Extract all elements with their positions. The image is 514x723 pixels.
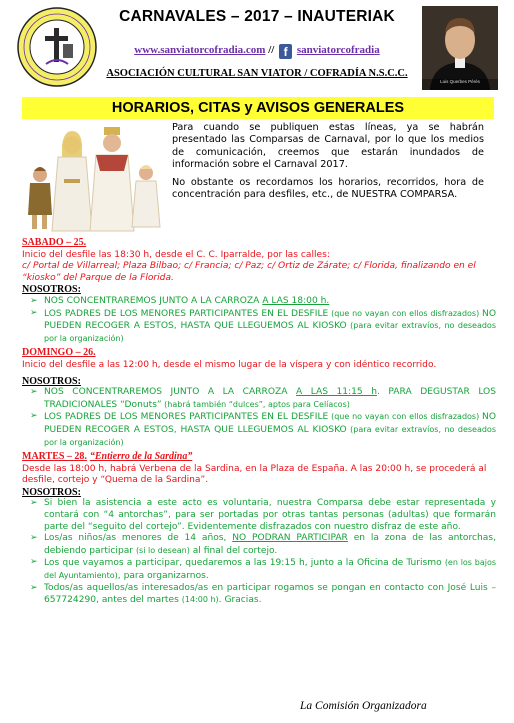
tuesday-bullet-2: ➢ Los/as niños/as menores de 14 años, NO PODRAN PARTICIPAR en la zona de las antorchas, debiendo participar (si lo desean) al final del cortejo.: [30, 533, 496, 556]
website-link[interactable]: www.sanviatorcofradia.com: [134, 44, 266, 56]
arrow-bullet-icon: ➢: [30, 295, 38, 306]
sunday-bullet-1: ➢ NOS CONCENTRAREMOS JUNTO A LA CARROZA A LAS 11:15 h. PARA DEGUSTAR LOS TRADICIONALES “Donuts” (habrá también “dulces”, aptos para Celíacos): [30, 387, 496, 410]
association-name: ASOCIACIÓN CULTURAL SAN VIATOR / COFRADÍA N.S.C.C.: [106, 68, 408, 79]
page-title: CARNAVALES – 2017 – INAUTERIAK: [119, 8, 395, 25]
intro-paragraph-2: No obstante os recordamos los horarios, recorridos, hora de concentración para desfiles, etc., de NUESTRA COMPARSA.: [172, 177, 484, 201]
saturday-nosotros: NOSOTROS:: [22, 284, 81, 296]
tuesday-nosotros: NOSOTROS:: [22, 486, 81, 498]
tuesday-subtitle: “Entierro de la Sardina”: [89, 451, 193, 463]
tuesday-bullet-3: ➢ Los que vayamos a participar, quedaremos a las 19:15 h, junto a la Oficina de Turismo (en los bajos del Ayuntamiento), para organizarnos.: [30, 557, 497, 582]
sunday-start: Inicio del desfile a las 12:00 h, desde el mismo lugar de la víspera y con idéntico recorrido.: [22, 359, 437, 370]
costume-figures-photo: [24, 123, 166, 233]
facebook-link[interactable]: sanviatorcofradia: [296, 44, 380, 56]
sunday-heading: DOMINGO – 26.: [22, 347, 96, 359]
arrow-bullet-icon: ➢: [30, 307, 38, 318]
saturday-section: [22, 237, 496, 345]
portrait-caption: Luis Querbes Pérès: [440, 79, 480, 84]
facebook-icon[interactable]: f: [279, 44, 292, 59]
tuesday-bullet-1: ➢ Si bien la asistencia a este acto es voluntaria, nuestra Comparsa debe estar representada y contará con “4 antorchas”, para ser portadas por otras tantas personas (adultas) que formarán parte del “seguito del cortejo”. Evidentemente disfrazados con nuestro disfraz de este año.: [30, 498, 496, 532]
tuesday-bullet-4: ➢ Todos/as aquellos/as interesados/as en participar rogamos se pongan en contacto con José Luis – 657724290, antes del martes (14:00 h). Gracias.: [30, 582, 496, 606]
sunday-section: [22, 347, 496, 449]
arrow-bullet-icon: ➢: [30, 582, 38, 593]
arrow-bullet-icon: ➢: [30, 498, 38, 509]
tuesday-heading: MARTES – 28.: [22, 451, 87, 463]
intro-paragraph-1: Para cuando se publiquen estas líneas, ya se habrán presentado las Comparsas de Carnaval, por lo que los medios de comunicación, creemos que estarán inundados de información sobre el Carnaval 2017.: [172, 122, 484, 170]
arrow-bullet-icon: ➢: [30, 557, 38, 568]
sunday-nosotros: NOSOTROS:: [22, 375, 81, 387]
sunday-bullet-2: ➢ LOS PADRES DE LOS MENORES PARTICIPANTES EN EL DESFILE (que no vayan con ellos disfrazados) NO PUEDEN RECOGER A ESTOS, HASTA QUE LLEGUEMOS AL KIOSKO (para evitar extravíos, no deseados por la organización): [30, 411, 496, 447]
saturday-heading: SABADO – 25.: [22, 237, 87, 248]
arrow-bullet-icon: ➢: [30, 533, 38, 544]
tuesday-section: [22, 451, 496, 607]
saturday-start: Inicio del desfile las 18:30 h, desde el C. C. Iparralde, por las calles:: [22, 249, 330, 260]
arrow-bullet-icon: ➢: [30, 387, 38, 398]
links-line: [0, 44, 514, 59]
arrow-bullet-icon: ➢: [30, 411, 38, 422]
section-banner: HORARIOS, CITAS y AVISOS GENERALES: [22, 97, 494, 119]
saturday-bullet-2: ➢ LOS PADRES DE LOS MENORES PARTICIPANTES EN EL DESFILE (que no vayan con ellos disfrazados) NO PUEDEN RECOGER A ESTOS, HASTA QUE LLEGUEMOS AL KIOSKO (para evitar extravíos, no deseados por la organización): [30, 307, 496, 343]
intro-text: [172, 122, 484, 208]
tuesday-start: Desde las 18:00 h, habrá Verbena de la Sardina, en la Plaza de España. A las 20:00 h, se procederá al desfile, cortejo y “Quema de la Sardina”.: [22, 463, 487, 486]
link-separator: //: [268, 44, 275, 56]
schedule-content: [22, 237, 496, 607]
saturday-streets: c/ Portal de Villarreal; Plaza Bilbao; c/ Francia; c/ Paz; c/ Ortiz de Zárate; c/ Florida, finalizando en el “kiosko” del Parque de la Florida.: [22, 261, 476, 283]
saturday-bullet-1: ➢ NOS CONCENTRAREMOS JUNTO A LA CARROZA A LAS 18:00 h.: [30, 295, 330, 306]
signature: La Comisión Organizadora: [300, 700, 427, 712]
